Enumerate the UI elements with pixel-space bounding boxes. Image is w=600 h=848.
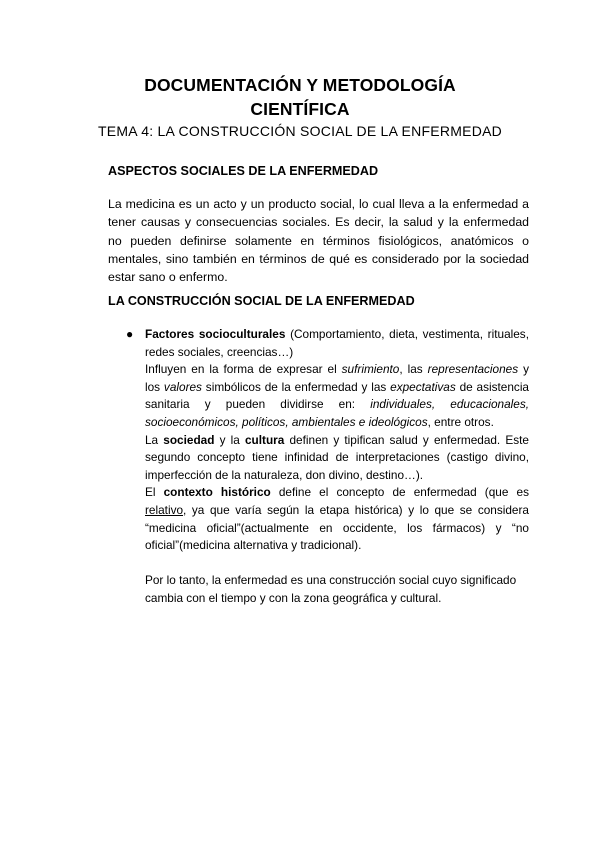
text-run: , las: [399, 362, 428, 377]
bullet-paragraph-2: [145, 361, 529, 431]
document-title: [60, 73, 540, 121]
paragraph-spacer: [145, 555, 529, 573]
strong-cultura: cultura: [244, 432, 285, 447]
text-run: de asistencia sanitaria y pueden dividirse en:: [145, 379, 529, 412]
bullet-item-factores-socioculturales: [145, 326, 529, 608]
emphasis-categorias: individuales, educacionales, socioeconómicos, políticos, ambientales e ideológicos: [145, 397, 529, 429]
text-run: y los: [145, 362, 529, 394]
text-run: define el concepto de enfermedad (que es: [270, 485, 529, 500]
bullet-term-note: (Comportamiento, dieta, vestimenta, rituales, redes sociales, creencias…): [145, 327, 529, 359]
underlined-relativo: relativo: [145, 502, 184, 517]
emphasis-valores: valores: [163, 379, 202, 394]
bullet-paragraph-1: [145, 326, 529, 361]
text-run: Influyen en la forma de expresar el: [145, 362, 342, 377]
title-line-1: DOCUMENTACIÓN Y METODOLOGÍA: [144, 75, 456, 95]
section-heading-construccion-social: LA CONSTRUCCIÓN SOCIAL DE LA ENFERMEDAD: [108, 294, 415, 308]
text-run: , entre otros.: [427, 414, 494, 429]
text-run: La: [145, 432, 164, 447]
bullet-paragraph-4: [145, 484, 529, 554]
strong-contexto-historico: contexto histórico: [163, 485, 271, 500]
section-heading-aspectos-sociales: ASPECTOS SOCIALES DE LA ENFERMEDAD: [108, 164, 379, 178]
text-run: y la: [214, 432, 245, 447]
bullet-term: Factores socioculturales: [145, 327, 286, 341]
emphasis-representaciones: representaciones: [427, 362, 519, 377]
text-run: El: [145, 485, 164, 500]
text-run: , ya que varía según la etapa histórica) y lo que se considera “medicina oficial”(actualmente en occidente, los fármacos) y “no oficial”(medicina alternativa y tradicional).: [145, 502, 529, 553]
section-paragraph-aspectos-sociales: La medicina es un acto y un producto social, lo cual lleva a la enfermedad a tener causas y consecuencias sociales. Es decir, la salud y la enfermedad no pueden definirse solamente en términos fisiológicos, anatómicos o mentales, sino también en términos de qué es considerado por la sociedad estar sano o enfermo.: [108, 197, 529, 285]
emphasis-expectativas: expectativas: [390, 379, 456, 394]
title-line-2: CIENTÍFICA: [250, 99, 350, 119]
emphasis-sufrimiento: sufrimiento: [341, 362, 400, 377]
document-subtitle: TEMA 4: LA CONSTRUCCIÓN SOCIAL DE LA ENFERMEDAD: [97, 123, 503, 139]
strong-sociedad: sociedad: [163, 432, 215, 447]
bullet-paragraph-3: [145, 432, 529, 485]
text-run: definen y tipifican salud y enfermedad. Este segundo concepto tiene infinidad de interpretaciones (castigo divino, imperfección de la naturaleza, don divino, destino…).: [145, 432, 529, 482]
text-run: simbólicos de la enfermedad y las: [201, 379, 391, 394]
bullet-marker: ●: [126, 327, 134, 341]
closing-paragraph: Por lo tanto, la enfermedad es una construcción social cuyo significado cambia con el tiempo y con la zona geográfica y cultural.: [145, 573, 517, 605]
